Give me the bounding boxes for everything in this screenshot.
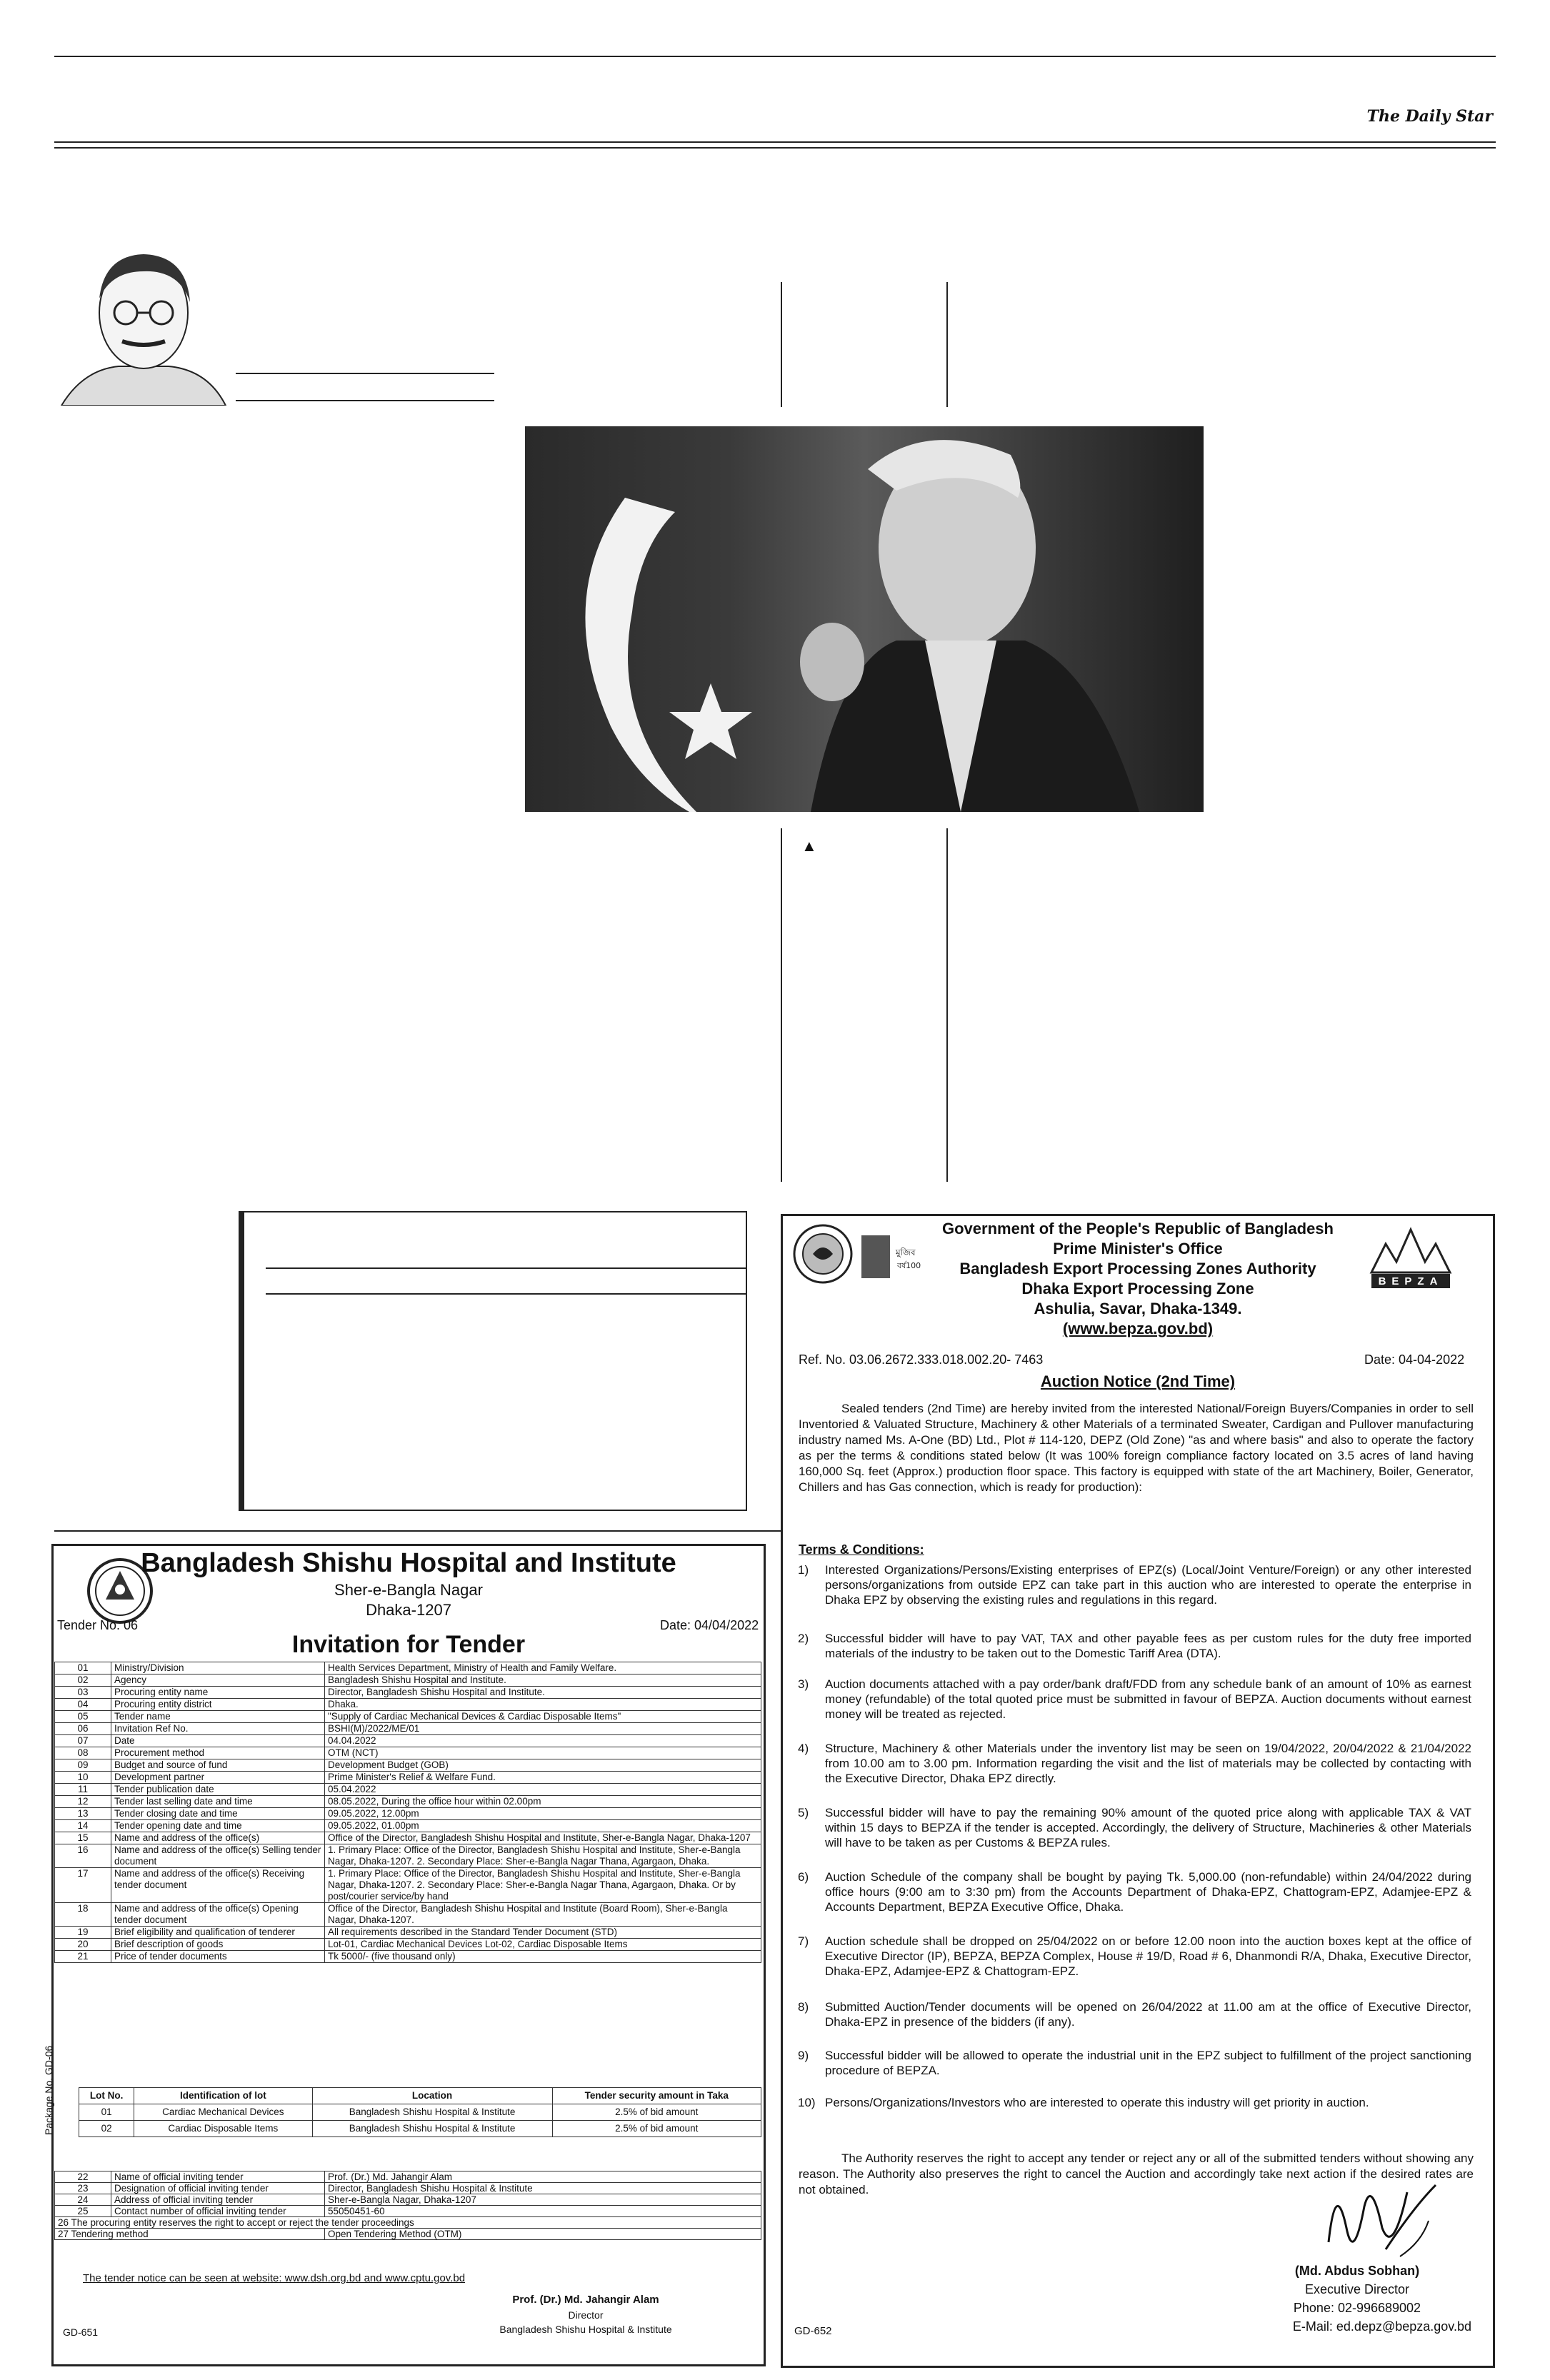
row-value: Bangladesh Shishu Hospital and Institute. (325, 1674, 761, 1687)
tender-address-1: Sher-e-Bangla Nagar (334, 1581, 483, 1599)
row-value: All requirements described in the Standard Tender Document (STD) (325, 1927, 761, 1939)
row-label: Procuring entity name (111, 1687, 325, 1699)
svg-text:বর্ষ100: বর্ষ100 (897, 1261, 921, 1270)
row-number: 21 (55, 1951, 111, 1963)
lots-table (79, 2087, 761, 2137)
byline-rule-2 (236, 400, 494, 401)
row-label: Procurement method (111, 1747, 325, 1759)
masthead: The Daily Star (1366, 107, 1493, 126)
row-label: Tender last selling date and time (111, 1796, 325, 1808)
term-item (798, 1677, 1471, 1722)
tender-number: Tender No. 06 (57, 1618, 139, 1632)
tender-row-27-label: 27 Tendering method (55, 2229, 325, 2240)
term-number: 5) (798, 1806, 809, 1819)
lot-cell: Bangladesh Shishu Hospital & Institute (312, 2121, 552, 2137)
table-row (55, 1687, 761, 1699)
row-value: 1. Primary Place: Office of the Director, Bangladesh Shishu Hospital and Institute, Sher-e-Bangla Nagar, Dhaka-1207. 2. Secondary Place: Sher-e-Bangla Nagar Thana, Agargaon, Dhaka. Or by post/courier service/by hand (325, 1868, 761, 1903)
lot-column-header: Tender security amount in Taka (552, 2088, 761, 2104)
table-row (55, 1903, 761, 1927)
row-number: 24 (55, 2194, 111, 2206)
header-rule-1 (54, 141, 1496, 143)
term-item (798, 1631, 1471, 1661)
photo-illustration (525, 426, 1204, 812)
row-label: Procuring entity district (111, 1699, 325, 1711)
table-row (55, 1723, 761, 1735)
row-value: 08.05.2022, During the office hour within 02.00pm (325, 1796, 761, 1808)
term-item (798, 1999, 1471, 2029)
row-value: Dhaka. (325, 1699, 761, 1711)
row-number: 20 (55, 1939, 111, 1951)
table-row (55, 1711, 761, 1723)
row-value: OTM (NCT) (325, 1747, 761, 1759)
bepza-signer: (Md. Abdus Sobhan) (1294, 2264, 1420, 2278)
pullquote-bar (239, 1211, 244, 1511)
term-number: 4) (798, 1742, 809, 1755)
row-label: Budget and source of fund (111, 1759, 325, 1772)
column-rule-3 (781, 828, 782, 1182)
tender-signer: Prof. (Dr.) Md. Jahangir Alam (512, 2294, 659, 2306)
tender-code: GD-651 (63, 2326, 99, 2338)
row-number: 05 (55, 1711, 111, 1723)
row-label: Tender closing date and time (111, 1808, 325, 1820)
row-number: 18 (55, 1903, 111, 1927)
table-row (55, 1927, 761, 1939)
table-row (55, 2183, 761, 2194)
term-number: 9) (798, 2049, 809, 2062)
term-item (798, 1869, 1471, 1914)
tender-org-title: Bangladesh Shishu Hospital and Institute (141, 1548, 676, 1578)
lot-column-header: Identification of lot (134, 2088, 312, 2104)
table-row (55, 1844, 761, 1868)
row-label: Price of tender documents (111, 1951, 325, 1963)
tender-signer-title: Director (568, 2309, 604, 2321)
top-rule (54, 56, 1496, 57)
row-label: Name of official inviting tender (111, 2171, 325, 2183)
pullquote-bottom (239, 1510, 747, 1511)
term-text: Auction Schedule of the company shall be bought by paying Tk. 5,000.00 (non-refundable) within 24/04/2022 during office hours (9:00 am to 3:30 pm) from the Accounts Department of Dhaka-EPZ, Chattogram-EPZ, Adamjee-EPZ & Accounts Department, BEPZA Executive Office, Dhaka. (825, 1870, 1471, 1914)
row-label: Development partner (111, 1772, 325, 1784)
row-label: Tender publication date (111, 1784, 325, 1796)
row-label: Tender opening date and time (111, 1820, 325, 1832)
row-value: Prime Minister's Relief & Welfare Fund. (325, 1772, 761, 1784)
columnist-portrait (54, 241, 233, 406)
tender-address-2: Dhaka-1207 (366, 1601, 451, 1619)
term-text: Interested Organizations/Persons/Existing enterprises of EPZ(s) (Local/Joint Venture/Foreign) or any other interested persons/organizations from outside EPZ can take part in this auction who are interested to operate the enterprise in Dhaka EPZ by observing the existing rules and regulations in this regard. (825, 1563, 1471, 1607)
term-item (798, 1741, 1471, 1786)
term-text: Successful bidder will be allowed to operate the industrial unit in the EPZ subject to fulfillment of the project sanctioning procedure of BEPZA. (825, 2049, 1471, 2077)
row-number: 07 (55, 1735, 111, 1747)
lot-cell: 2.5% of bid amount (552, 2104, 761, 2121)
pullquote-rule-2 (266, 1293, 747, 1295)
row-number: 09 (55, 1759, 111, 1772)
row-label: Tender name (111, 1711, 325, 1723)
table-row (55, 1662, 761, 1674)
row-value: Health Services Department, Ministry of Health and Family Welfare. (325, 1662, 761, 1674)
column-rule-4 (946, 828, 948, 1182)
row-number: 15 (55, 1832, 111, 1844)
bepza-header-5: Ashulia, Savar, Dhaka-1349. (1034, 1300, 1242, 1317)
table-row (55, 2171, 761, 2183)
term-number: 6) (798, 1870, 809, 1884)
row-label: Address of official inviting tender (111, 2194, 325, 2206)
tender-heading: Invitation for Tender (291, 1631, 526, 1658)
table-row (55, 1939, 761, 1951)
row-label: Date (111, 1735, 325, 1747)
table-row (55, 1735, 761, 1747)
package-label: Package No. GD-06 (43, 2045, 54, 2135)
row-label: Designation of official inviting tender (111, 2183, 325, 2194)
bepza-title: Auction Notice (2nd Time) (1040, 1372, 1236, 1390)
table-row (55, 1796, 761, 1808)
row-number: 14 (55, 1820, 111, 1832)
row-number: 03 (55, 1687, 111, 1699)
row-value: Director, Bangladesh Shishu Hospital and Institute. (325, 1687, 761, 1699)
row-value: Development Budget (GOB) (325, 1759, 761, 1772)
row-number: 19 (55, 1927, 111, 1939)
bepza-header-1: Government of the People's Republic of Bangladesh (942, 1220, 1334, 1237)
row-value: 04.04.2022 (325, 1735, 761, 1747)
term-text: Persons/Organizations/Investors who are interested to operate this industry will get priority in auction. (825, 2096, 1369, 2109)
term-text: Auction schedule shall be dropped on 25/04/2022 on or before 12.00 noon into the auction boxes kept at the office of Executive Director (IP), BEPZA, BEPZA Complex, House # 19/D, Road # 6, Dhanmondi R/A, Dhaka, Executive Director, Dhaka-EPZ, Adamjee-EPZ & Chattogram-EPZ. (825, 1934, 1471, 1978)
row-label: Brief description of goods (111, 1939, 325, 1951)
table-row (55, 1772, 761, 1784)
term-number: 10) (798, 2096, 816, 2109)
term-text: Structure, Machinery & other Materials under the inventory list may be seen on 19/04/2022, 20/04/2022 & 21/04/2022 from 10.00 am to 3.00 pm. Information regarding the visit and the list of materials may be collected by contacting with the Executive Director, Dhaka EPZ directly. (825, 1742, 1471, 1785)
table-row (55, 1759, 761, 1772)
tender-contact-table (54, 2171, 761, 2240)
term-text: Auction documents attached with a pay order/bank draft/FDD from any schedule bank of an amount of 10% as earnest money (refundable) of the total quoted price must be submitted in favour of BEPZA. Auction documents without earnest money will be treated as rejected. (825, 1677, 1471, 1721)
lot-column-header: Location (312, 2088, 552, 2104)
tender-website: The tender notice can be seen at website: www.dsh.org.bd and www.cptu.gov.bd (83, 2272, 466, 2284)
row-value: Office of the Director, Bangladesh Shishu Hospital and Institute (Board Room), Sher-e-Bangla Nagar, Dhaka-1207. (325, 1903, 761, 1927)
tender-row-26: 26 The procuring entity reserves the right to accept or reject the tender proceedings (55, 2217, 761, 2229)
table-row (55, 2206, 761, 2217)
section-rule (54, 1530, 783, 1532)
row-label: Name and address of the office(s) Opening tender document (111, 1903, 325, 1927)
bepza-header-2: Prime Minister's Office (1053, 1240, 1223, 1257)
row-value: Sher-e-Bangla Nagar, Dhaka-1207 (325, 2194, 761, 2206)
row-value: Director, Bangladesh Shishu Hospital & Institute (325, 2183, 761, 2194)
bepza-header-3: Bangladesh Export Processing Zones Authority (959, 1260, 1316, 1277)
table-row (55, 1951, 761, 1963)
term-number: 8) (798, 2000, 809, 2014)
row-label: Contact number of official inviting tender (111, 2206, 325, 2217)
term-number: 1) (798, 1563, 809, 1577)
pullquote-top (239, 1211, 747, 1212)
table-row (55, 1747, 761, 1759)
handwritten-signature (1314, 2164, 1443, 2271)
term-number: 7) (798, 1934, 809, 1948)
row-number: 10 (55, 1772, 111, 1784)
term-item (798, 2095, 1471, 2110)
tender-date: Date: 04/04/2022 (660, 1618, 759, 1632)
row-label: Brief eligibility and qualification of tenderer (111, 1927, 325, 1939)
lot-cell: Cardiac Mechanical Devices (134, 2104, 312, 2121)
row-value: Office of the Director, Bangladesh Shishu Hospital and Institute, Sher-e-Bangla Nagar, Dhaka-1207 (325, 1832, 761, 1844)
row-number: 25 (55, 2206, 111, 2217)
term-text: Successful bidder will have to pay the remaining 90% amount of the quoted price along with applicable TAX & VAT within 15 days to BEPZA if the tender is accepted. Accordingly, the delivery of Structure, Machineries & other Materials will have to be taken as per Customs & BEPZA rules. (825, 1806, 1471, 1849)
term-item (798, 2048, 1471, 2078)
bepza-ref: Ref. No. 03.06.2672.333.018.002.20- 7463 (799, 1352, 1044, 1367)
table-row (55, 1868, 761, 1903)
term-item (798, 1805, 1471, 1850)
row-value: BSHI(M)/2022/ME/01 (325, 1723, 761, 1735)
row-number: 23 (55, 2183, 111, 2194)
row-label: Name and address of the office(s) Selling tender document (111, 1844, 325, 1868)
column-rule-2 (946, 282, 948, 407)
row-label: Ministry/Division (111, 1662, 325, 1674)
term-item (798, 1934, 1471, 1979)
tender-details-table (54, 1662, 761, 1963)
bepza-website: (www.bepza.gov.bd) (1062, 1320, 1214, 1337)
bepza-logo-text: BEPZA (1378, 1275, 1444, 1287)
bepza-closing: The Authority reserves the right to accept any tender or reject any or all of the submitted tenders without showing any reason. The Authority also preserves the right to cancel the Auction and accordingly take next action if the desired rates are not obtained. (799, 2151, 1474, 2196)
row-value: 55050451-60 (325, 2206, 761, 2217)
row-value: 05.04.2022 (325, 1784, 761, 1796)
pullquote-right (746, 1211, 747, 1511)
row-value: 1. Primary Place: Office of the Director, Bangladesh Shishu Hospital and Institute, Sher-e-Bangla Nagar, Dhaka-1207. 2. Secondary Place: Sher-e-Bangla Nagar Thana, Agargaon, Dhaka. (325, 1844, 761, 1868)
news-photo (525, 426, 1204, 812)
bepza-intro: Sealed tenders (2nd Time) are hereby invited from the interested National/Foreign Buyers/Companies in order to sell Inventoried & Valuated Structure, Machinery & other Materials of a terminated Sweater, Cardigan and Pullover manufacturing industry named Ms. A-One (BD) Ltd., Plot # 114-120, DEPZ (Old Zone) "as and where basis" and also to operate the factory as per the terms & conditions stated below (It was 100% foreign compliance factory located on 3.5 acres of land having 160,000 Sq. feet (Approx.) production floor space. This factory is equipped with state of the art Machinery, Boiler, Generator, Chillers and has Gas connection, which is ready for production): (799, 1402, 1474, 1494)
bepza-code: GD-652 (794, 2325, 832, 2337)
table-row (55, 1699, 761, 1711)
row-number: 06 (55, 1723, 111, 1735)
row-value: Lot-01, Cardiac Mechanical Devices Lot-02, Cardiac Disposable Items (325, 1939, 761, 1951)
row-value: 09.05.2022, 01.00pm (325, 1820, 761, 1832)
lot-cell: Bangladesh Shishu Hospital & Institute (312, 2104, 552, 2121)
term-item (798, 1562, 1471, 1607)
row-value: "Supply of Cardiac Mechanical Devices & Cardiac Disposable Items" (325, 1711, 761, 1723)
lot-cell: 2.5% of bid amount (552, 2121, 761, 2137)
term-number: 2) (798, 1632, 809, 1645)
row-value: 09.05.2022, 12.00pm (325, 1808, 761, 1820)
row-label: Invitation Ref No. (111, 1723, 325, 1735)
table-row (55, 1820, 761, 1832)
lot-cell: 02 (79, 2121, 134, 2137)
bepza-date: Date: 04-04-2022 (1364, 1352, 1465, 1367)
row-number: 17 (55, 1868, 111, 1903)
byline-rule-1 (236, 373, 494, 374)
bepza-phone: Phone: 02-996689002 (1293, 2301, 1421, 2315)
row-label: Name and address of the office(s) Receiving tender document (111, 1868, 325, 1903)
pullquote-rule-1 (266, 1267, 747, 1269)
header-rule-2 (54, 147, 1496, 149)
table-row (55, 1784, 761, 1796)
bepza-header-4: Dhaka Export Processing Zone (1021, 1280, 1254, 1297)
row-label: Name and address of the office(s) (111, 1832, 325, 1844)
row-number: 02 (55, 1674, 111, 1687)
term-number: 3) (798, 1677, 809, 1691)
caption-marker: ▲ (801, 837, 817, 855)
lot-cell: Cardiac Disposable Items (134, 2121, 312, 2137)
term-text: Successful bidder will have to pay VAT, TAX and other payable fees as per custom rules for the duty free imported materials of the industry to be taken out to the Domestic Tariff Area (DTA). (825, 1632, 1471, 1660)
table-row (55, 2194, 761, 2206)
lot-cell: 01 (79, 2104, 134, 2121)
table-row (55, 1832, 761, 1844)
table-row (55, 1808, 761, 1820)
row-number: 16 (55, 1844, 111, 1868)
row-number: 12 (55, 1796, 111, 1808)
lot-column-header: Lot No. (79, 2088, 134, 2104)
tender-signer-org: Bangladesh Shishu Hospital & Institute (499, 2324, 672, 2335)
table-row (55, 1674, 761, 1687)
row-number: 22 (55, 2171, 111, 2183)
row-number: 08 (55, 1747, 111, 1759)
row-number: 13 (55, 1808, 111, 1820)
row-value: Prof. (Dr.) Md. Jahangir Alam (325, 2171, 761, 2183)
row-number: 04 (55, 1699, 111, 1711)
row-number: 01 (55, 1662, 111, 1674)
tender-row-27-value: Open Tendering Method (OTM) (325, 2229, 761, 2240)
bepza-signer-title: Executive Director (1304, 2282, 1410, 2296)
lot-row (79, 2104, 761, 2121)
bepza-email: E-Mail: ed.depz@bepza.gov.bd (1292, 2319, 1471, 2334)
lot-row (79, 2121, 761, 2137)
row-value: Tk 5000/- (five thousand only) (325, 1951, 761, 1963)
svg-text:মুজিব: মুজিব (896, 1247, 916, 1257)
column-rule-1 (781, 282, 782, 407)
term-text: Submitted Auction/Tender documents will be opened on 26/04/2022 at 11.00 am at the office of Executive Director, Dhaka-EPZ in presence of the bidders (if any). (825, 2000, 1471, 2029)
row-number: 11 (55, 1784, 111, 1796)
bepza-terms-heading: Terms & Conditions: (799, 1542, 924, 1557)
row-label: Agency (111, 1674, 325, 1687)
